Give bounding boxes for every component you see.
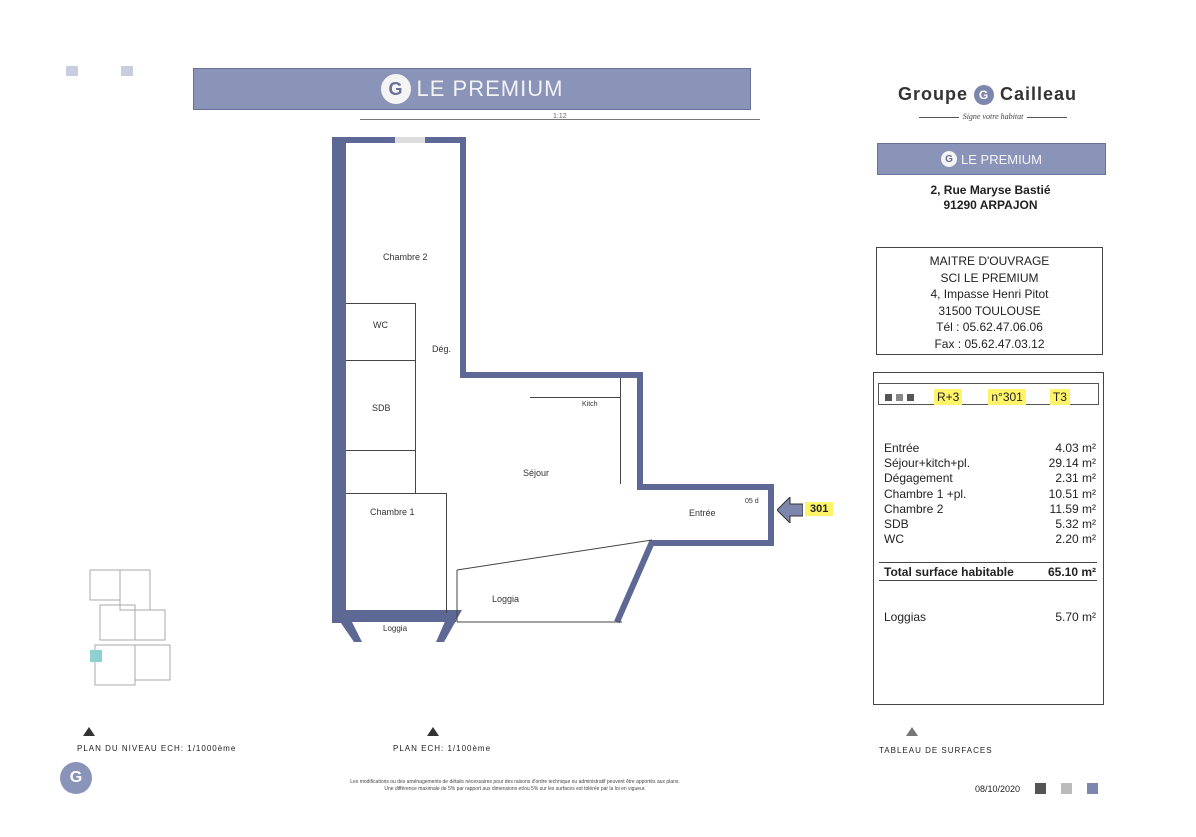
surface-row <box>884 517 1096 531</box>
surface-value: 4.03 m² <box>1055 441 1096 455</box>
wall <box>332 610 456 622</box>
room-sdb: SDB <box>372 403 391 413</box>
wall <box>332 137 346 623</box>
total-label: Total surface habitable <box>884 565 1014 579</box>
surface-row <box>884 487 1096 501</box>
wall <box>768 484 774 546</box>
surface-value: 10.51 m² <box>1048 486 1096 501</box>
header-title: LE PREMIUM <box>416 76 564 101</box>
address-line1: 2, Rue Maryse Bastié <box>930 183 1051 197</box>
brand-name-left: Groupe <box>898 84 969 104</box>
total-value: 65.10 m² <box>1047 565 1096 579</box>
surface-value: 5.32 m² <box>1055 517 1096 531</box>
total-row <box>884 565 1096 579</box>
plan-ech-label: PLAN ECH: 1/100ème <box>393 744 492 753</box>
wall <box>332 137 466 143</box>
partition <box>346 303 416 304</box>
footer-logo-icon: G <box>60 762 92 794</box>
room-wc: WC <box>373 320 388 330</box>
square-icon <box>896 394 903 401</box>
plan-niveau-label: PLAN DU NIVEAU ECH: 1/1000ème <box>77 744 237 753</box>
north-arrow-icon <box>83 727 95 736</box>
kitchen-counter <box>530 397 620 398</box>
owner-line4: 31500 TOULOUSE <box>938 303 1041 318</box>
owner-line1: MAITRE D'OUVRAGE <box>929 254 1050 268</box>
square-icon <box>907 394 914 401</box>
surface-label: WC <box>884 532 904 547</box>
room-deg: Dég. <box>432 344 452 354</box>
square-icon <box>885 394 892 401</box>
partition <box>346 360 416 361</box>
brand-name <box>898 84 1077 105</box>
square-icon <box>1061 783 1072 794</box>
surface-value: 29.14 m² <box>1048 456 1096 471</box>
partition <box>415 303 416 493</box>
owner-line5: Tél : 05.62.47.06.06 <box>936 320 1043 334</box>
surface-row <box>884 456 1096 470</box>
room-loggia-small: Loggia <box>383 624 408 633</box>
wall <box>650 540 774 546</box>
brand-slogan: Signe votre habitat <box>900 112 1086 121</box>
loggia-value: 5.70 m² <box>1055 610 1096 624</box>
apt-number: n°301 <box>988 389 1026 405</box>
room-sejour: Séjour <box>523 468 550 478</box>
loggia-row <box>884 610 1096 624</box>
project-address <box>877 183 1104 213</box>
wall <box>637 372 643 490</box>
surface-label: Dégagement <box>884 471 953 486</box>
entry-arrow-icon <box>777 497 803 523</box>
owner-line3: 4, Impasse Henri Pitot <box>930 287 1049 301</box>
partition <box>620 378 621 484</box>
square-icon <box>1035 783 1046 794</box>
surface-label: Chambre 2 <box>884 501 944 516</box>
fine-print-line1: Les modifications ou des aménagements de détails nécessaires pour des raisons d'ordre technique ou administratif peuvent être apportés aux plans. <box>350 779 680 785</box>
surface-value: 11.59 m² <box>1049 501 1096 516</box>
room-chambre2: Chambre 2 <box>383 252 428 262</box>
partition <box>346 493 446 494</box>
apt-type: T3 <box>1050 389 1070 405</box>
sub-banner-title: LE PREMIUM <box>961 151 1042 167</box>
surface-row <box>884 441 1096 455</box>
room-chambre1: Chambre 1 <box>370 507 415 517</box>
loggia-label: Loggias <box>884 610 927 624</box>
apt-tag: 301 <box>805 502 833 516</box>
surface-value: 2.20 m² <box>1055 532 1096 547</box>
fine-print <box>350 779 680 793</box>
room-kitch: Kitch <box>582 401 598 408</box>
scan-mark-icon <box>121 66 133 76</box>
slanted-walls <box>332 530 782 645</box>
sub-banner <box>877 143 1106 175</box>
surface-label: Entrée <box>884 441 920 455</box>
scan-mark-icon <box>66 66 78 76</box>
level-label: R+3 <box>934 389 962 405</box>
header-banner <box>193 68 751 110</box>
surface-label: SDB <box>884 517 909 531</box>
wall <box>460 372 642 378</box>
owner-line6: Fax : 05.62.47.03.12 <box>934 336 1045 351</box>
room-entree: Entrée <box>689 508 716 518</box>
door-code: 05 d <box>745 498 759 505</box>
surface-value: 2.31 m² <box>1055 471 1096 486</box>
address-line2: 91290 ARPAJON <box>943 198 1038 212</box>
surface-row <box>884 532 1096 546</box>
wall <box>637 484 771 490</box>
sub-banner-logo-icon: G <box>941 151 957 167</box>
square-icon <box>1087 783 1098 794</box>
window <box>395 137 425 143</box>
surface-row <box>884 502 1096 516</box>
divider <box>879 562 1097 563</box>
north-arrow-icon <box>427 727 439 736</box>
date-label: 08/10/2020 <box>975 784 1021 794</box>
divider <box>879 580 1097 581</box>
logo-icon: G <box>381 74 411 104</box>
site-mini-plan <box>80 565 175 693</box>
partition <box>346 450 416 451</box>
owner-line2: SCI LE PREMIUM <box>940 270 1039 285</box>
brand-name-right: Cailleau <box>1000 84 1078 104</box>
scale-text: 1:12 <box>553 113 567 120</box>
north-arrow-icon <box>906 727 918 736</box>
surface-label: Séjour+kitch+pl. <box>884 456 971 471</box>
surface-label: Chambre 1 +pl. <box>884 486 967 501</box>
fine-print-line2: Une différence maximale de 5% par rapport aux dimensions et/ou 5% sur les surfaces est tolérée par la loi en vigueur. <box>384 786 646 792</box>
room-loggia: Loggia <box>492 594 520 604</box>
surface-row <box>884 471 1096 485</box>
surfaces-header-row <box>885 389 1070 405</box>
wall <box>460 137 466 377</box>
partition <box>446 493 447 613</box>
owner-box <box>876 247 1103 355</box>
brand-logo-icon: G <box>974 85 994 105</box>
tableau-label: TABLEAU DE SURFACES <box>879 746 993 755</box>
